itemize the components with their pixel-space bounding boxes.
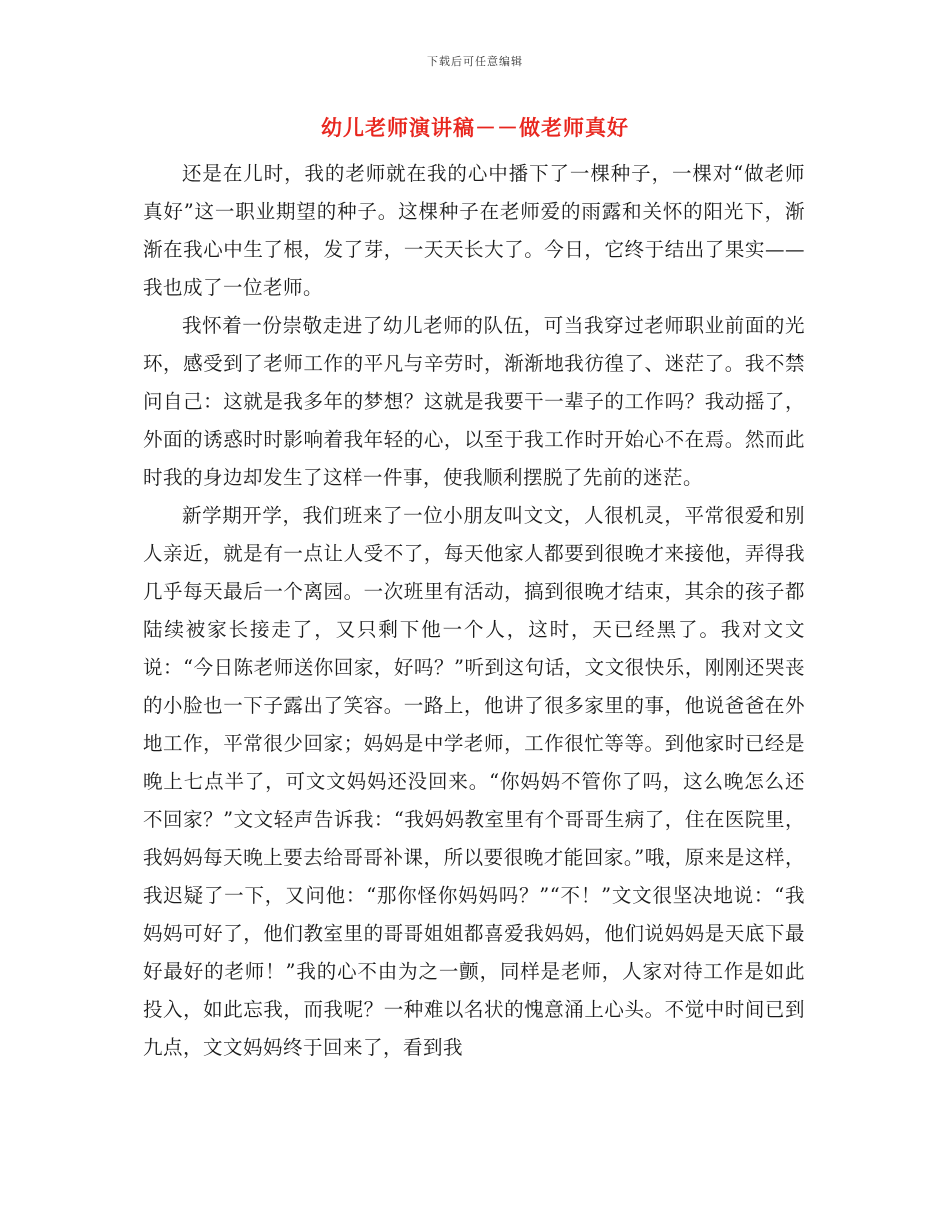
document-body [143, 155, 805, 1067]
paragraph-1: 还是在儿时，我的老师就在我的心中播下了一棵种子，一棵对“做老师真好”这一职业期望的种子。这棵种子在老师爱的雨露和关怀的阳光下，渐渐在我心中生了根，发了芽，一天天长大了。今日，它终于结出了果实——我也成了一位老师。 [143, 162, 805, 299]
page-header-note: 下载后可任意编辑 [427, 55, 523, 68]
document-title: 幼儿老师演讲稿－－做老师真好 [321, 116, 629, 140]
paragraph-2: 我怀着一份崇敬走进了幼儿老师的队伍，可当我穿过老师职业前面的光环，感受到了老师工作的平凡与辛劳时，渐渐地我彷徨了、迷茫了。我不禁问自己：这就是我多年的梦想？这就是我要干一辈子的工作吗？我动摇了，外面的诱惑时时影响着我年轻的心，以至于我工作时开始心不在焉。然而此时我的身边却发生了这样一件事，使我顺利摆脱了先前的迷茫。 [143, 314, 805, 489]
paragraph-3: 新学期开学，我们班来了一位小朋友叫文文，人很机灵，平常很爱和别人亲近，就是有一点让人受不了，每天他家人都要到很晚才来接他，弄得我几乎每天最后一个离园。一次班里有活动，搞到很晚才结束，其余的孩子都陆续被家长接走了，又只剩下他一个人，这时，天已经黑了。我对文文说：“今日陈老师送你回家，好吗？”听到这句话，文文很快乐，刚刚还哭丧的小脸也一下子露出了笑容。一路上，他讲了很多家里的事，他说爸爸在外地工作，平常很少回家；妈妈是中学老师，工作很忙等等。到他家时已经是晚上七点半了，可文文妈妈还没回来。“你妈妈不管你了吗，这么晚怎么还不回家？”文文轻声告诉我：“我妈妈教室里有个哥哥生病了，住在医院里，我妈妈每天晚上要去给哥哥补课，所以要很晚才能回家。”哦，原来是这样，我迟疑了一下，又问他：“那你怪你妈妈吗？”“不！”文文很坚决地说：“我妈妈可好了，他们教室里的哥哥姐姐都喜爱我妈妈，他们说妈妈是天底下最好最好的老师！”我的心不由为之一颤，同样是老师，人家对待工作是如此投入，如此忘我，而我呢？一种难以名状的愧意涌上心头。不觉中时间已到九点，文文妈妈终于回来了，看到我 [143, 504, 805, 1059]
